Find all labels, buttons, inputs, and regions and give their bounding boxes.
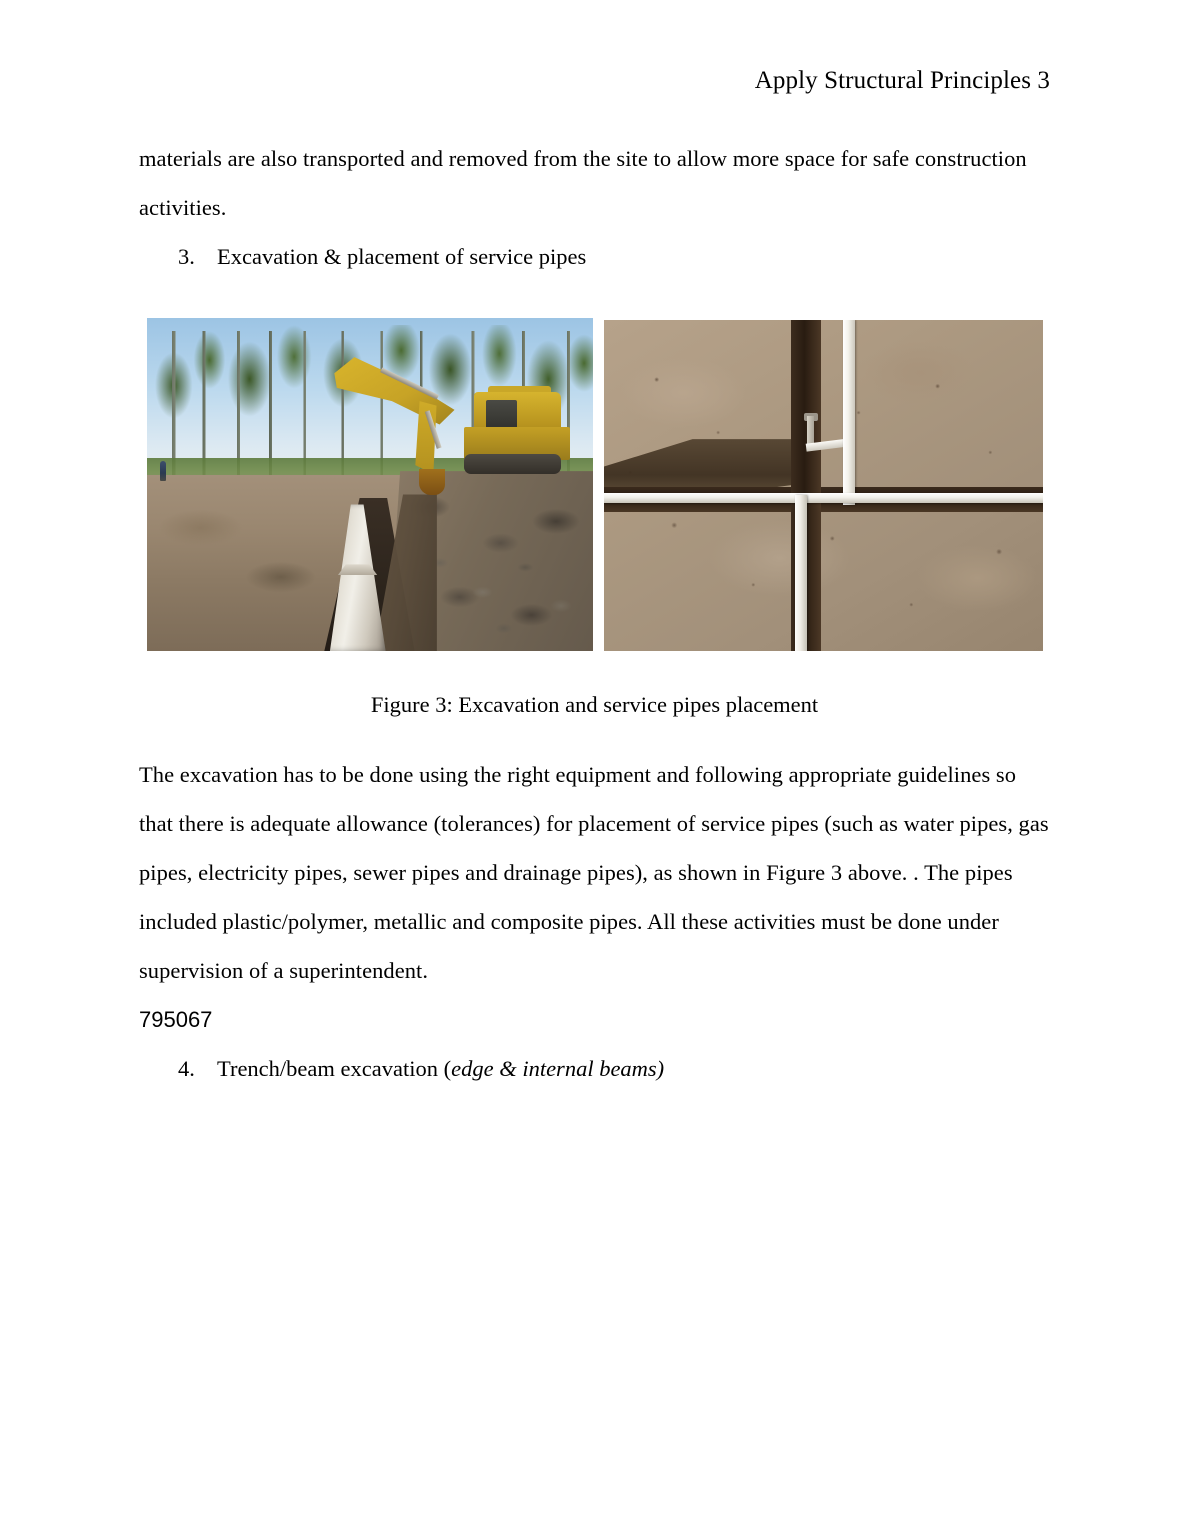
- aerial-cross-trench-pipes-photo: [604, 320, 1043, 651]
- list-item-4: [178, 1044, 1050, 1093]
- list-item-3-label: Excavation & placement of service pipes: [217, 244, 587, 269]
- pvc-riser-pipe: [807, 416, 814, 446]
- figure-3-caption: Figure 3: Excavation and service pipes placement: [370, 692, 819, 717]
- excavator-machine: [334, 351, 575, 498]
- rock-debris: [415, 538, 593, 651]
- site-worker: [160, 461, 166, 481]
- list-item-3-marker: 3.: [178, 244, 195, 269]
- excavator-track: [464, 454, 560, 475]
- content-column-lower: [139, 750, 1050, 1093]
- pvc-pipe-vertical: [843, 320, 855, 505]
- pvc-pipe-horizontal: [604, 493, 1043, 504]
- excavator-boom: [334, 357, 459, 430]
- list-item-4-label-italic: edge & internal beams): [451, 1056, 665, 1081]
- content-column: [139, 134, 1050, 281]
- excavator-bucket: [419, 469, 445, 495]
- figure-3-images: [147, 318, 1043, 651]
- paragraph-intro: materials are also transported and removed from the site to allow more space for safe construction activities.: [139, 146, 1027, 220]
- running-header: Apply Structural Principles 3: [754, 67, 1050, 94]
- list-item-4-label-plain: Trench/beam excavation (: [217, 1056, 452, 1081]
- list-item-4-marker: 4.: [178, 1056, 195, 1081]
- reference-number: 795067: [139, 1007, 213, 1032]
- pvc-pipe-vertical-lower: [795, 495, 807, 651]
- paragraph-excavation: The excavation has to be done using the right equipment and following appropriate guidelines so that there is adequate allowance (tolerances) for placement of service pipes (such as water pipes, gas pipes, electricity pipes, sewer pipes and drainage pipes), as shown in Figure 3 above. . The pipes included plastic/polymer, metallic and composite pipes. All these activities must be done under supervision of a superintendent.: [139, 762, 1049, 983]
- list-item-3: [178, 232, 1050, 281]
- excavator-digging-trench-photo: [147, 318, 593, 651]
